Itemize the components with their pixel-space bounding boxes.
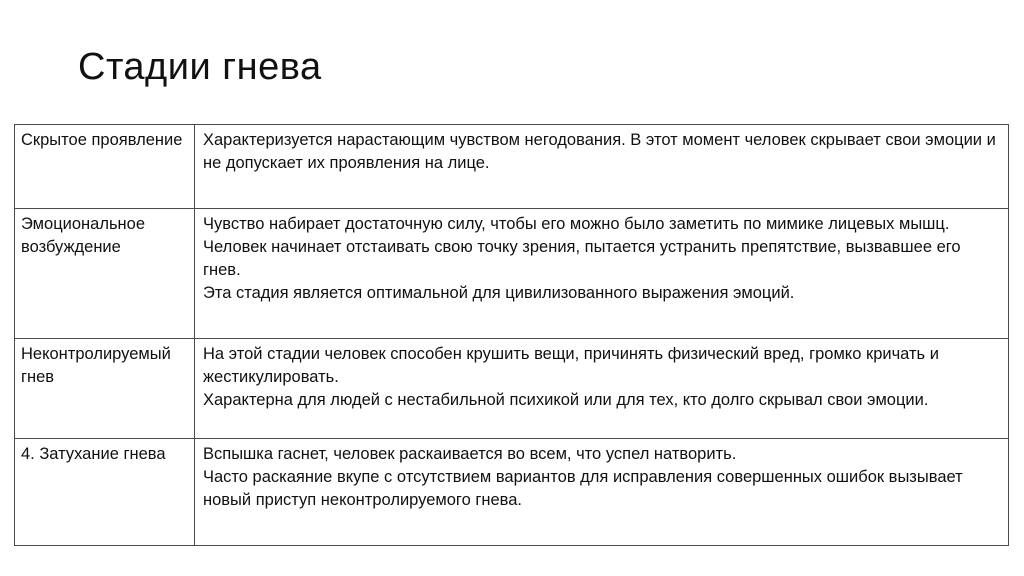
- description-line: Чувство набирает достаточную силу, чтобы его можно было заметить по мимике лицевых мышц. Человек начинает отстаивать свою точку зрения, пытается устранить препятствие, вызвавшее его гнев.: [203, 215, 961, 279]
- stage-name-cell: Неконтролируемый гнев: [15, 339, 195, 439]
- stage-name-cell: 4. Затухание гнева: [15, 439, 195, 546]
- table-row: [15, 339, 1009, 439]
- description-line: Часто раскаяние вкупе с отсутствием вариантов для исправления совершенных ошибок вызывает новый приступ неконтролируемого гнева.: [203, 468, 963, 509]
- description-line: Эта стадия является оптимальной для цивилизованного выражения эмоций.: [203, 284, 795, 302]
- slide-title: Стадии гнева: [78, 46, 322, 88]
- table-row: [15, 439, 1009, 546]
- description-line: Характеризуется нарастающим чувством негодования. В этот момент человек скрывает свои эмоции и не допускает их проявления на лице.: [203, 131, 996, 172]
- stage-description-cell: [195, 439, 1009, 546]
- stage-name-cell: Скрытое проявление: [15, 125, 195, 209]
- stage-name-cell: Эмоциональное возбуждение: [15, 209, 195, 339]
- table-row: [15, 125, 1009, 209]
- description-line: Характерна для людей с нестабильной психикой или для тех, кто долго скрывал свои эмоции.: [203, 391, 929, 409]
- stage-description-cell: [195, 339, 1009, 439]
- description-line: Вспышка гаснет, человек раскаивается во всем, что успел натворить.: [203, 445, 737, 463]
- anger-stages-table: [14, 124, 1009, 546]
- stage-description-cell: [195, 125, 1009, 209]
- table-row: [15, 209, 1009, 339]
- stage-description-cell: [195, 209, 1009, 339]
- description-line: На этой стадии человек способен крушить вещи, причинять физический вред, громко кричать и жестикулировать.: [203, 345, 939, 386]
